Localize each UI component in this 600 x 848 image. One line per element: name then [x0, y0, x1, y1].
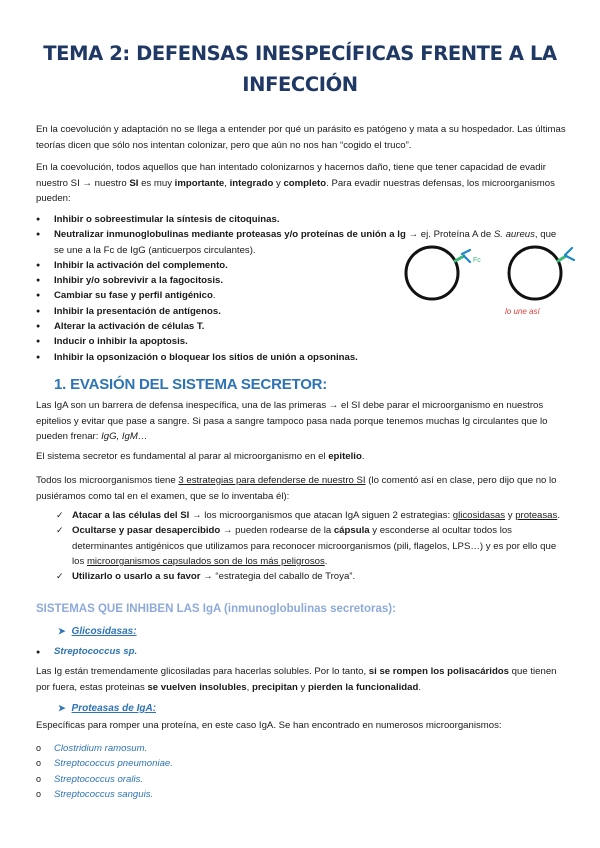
item-text: Inhibir la presentación de antígenos.: [54, 305, 221, 317]
organism-name: Clostridium ramosum.: [54, 743, 148, 754]
list-item: [36, 258, 414, 273]
item-text: .: [212, 290, 216, 302]
list-item: [36, 787, 173, 802]
item-text: Neutralizar inmunoglobulinas mediante proteasas y/o proteínas de unión a Ig: [54, 229, 406, 241]
figure-caption: lo une así: [505, 307, 540, 316]
text: los microorganismos que atacan IgA siguen 2 estrategias:: [201, 510, 453, 521]
subheading-proteasas: [58, 703, 156, 714]
text: y: [505, 510, 516, 521]
intro-paragraph-2: [36, 160, 566, 207]
bold-text: completo: [283, 177, 327, 189]
list-item: [36, 741, 173, 756]
text: .: [324, 555, 328, 567]
text: Las IgA son un barrera de defensa inespecífica, una de las primeras → el SI debe parar el microorganismo en nuestros epitelios y evitar que pase a sangre. Si pasa a sangre tampoco pasa nada porque tenemos muchas Ig circulantes que lo pueden frenar:: [36, 400, 548, 442]
protein-a-mark-right: [558, 256, 566, 261]
item-text: S. aureus: [493, 229, 535, 241]
section1-paragraph-2: [36, 449, 566, 465]
text: es muy: [138, 177, 175, 189]
bold-text: Ocultarse y pasar desapercibido →: [72, 525, 233, 537]
text: El sistema secretor es fundamental al parar al microorganismo en el: [36, 451, 329, 462]
section-heading-1: 1. EVASIÓN DEL SISTEMA SECRETOR:: [54, 376, 328, 393]
circle-bullet-icon: o: [36, 788, 42, 799]
list-item: [36, 756, 173, 771]
item-text: Inhibir y/o sobrevivir a la fagocitosis.: [54, 275, 224, 287]
strategies-checklist: [56, 508, 568, 584]
bold-text: si se rompen los polisacáridos: [368, 666, 510, 677]
list-item: [36, 319, 414, 334]
item-text: Inducir o inhibir la apoptosis.: [54, 336, 188, 348]
bullet-icon: ●: [36, 649, 41, 656]
fc-label: Fc: [473, 257, 481, 264]
underlined-text: 3 estrategias para defenderse de nuestro SI: [178, 475, 366, 486]
text: Todos los microorganismos tiene: [36, 475, 179, 486]
text: .: [557, 510, 560, 521]
antibody-mark-left: [462, 250, 470, 262]
bold-text: Utilizarlo o usarlo a su favor →: [72, 571, 213, 583]
antibody-mark-right: [565, 248, 574, 260]
bold-text: SI: [129, 177, 139, 189]
bold-text: importante: [174, 177, 225, 189]
check-icon: ✓: [56, 571, 64, 582]
bold-text: Atacar a las células del SI →: [72, 510, 202, 521]
bold-text: precipitan: [252, 681, 298, 693]
item-text: Inhibir la activación del complemento.: [54, 259, 228, 271]
section1-paragraph-1: [36, 398, 566, 445]
text: que tienen por fuera, estas proteinas: [36, 666, 557, 693]
italic-text: IgG, IgM…: [101, 431, 148, 442]
list-item: [36, 334, 414, 349]
intro-paragraph-1: En la coevolución y adaptación no se llega a entender por qué un parásito es patógeno y mata a su hospedador. Las últimas teorías dicen que sólo nos intentan colonizar, pero que aún no nos han “cogido el truco”.: [36, 124, 566, 151]
bacterium-circle-right: [509, 247, 561, 299]
text: (lo comentó así en clase, pero dijo que no lo pusiéramos como tal en el examen, que se lo inventaba él):: [36, 475, 557, 502]
organism-name: Streptococcus sp.: [54, 646, 138, 657]
organism-name: Streptococcus pneumoniae.: [54, 758, 173, 770]
item-text: Inhibir la opsonización o bloquear los sitios de unión a opsoninas.: [54, 351, 358, 363]
circle-bullet-icon: o: [36, 773, 42, 784]
circle-bullet-icon: o: [36, 758, 42, 769]
organism-name: Streptococcus oralis.: [54, 773, 144, 785]
organism-list: [36, 741, 173, 802]
list-item: [36, 772, 173, 787]
check-icon: ✓: [56, 525, 64, 536]
page-title: TEMA 2: DEFENSAS INESPECÍFICAS FRENTE A LA INFECCIÓN: [43, 42, 557, 96]
check-item: [56, 569, 568, 584]
bold-text: pierden la funcionalidad: [308, 681, 419, 693]
text: .: [361, 451, 365, 462]
text: y esconderse al ocultar todos los determinantes antigénicos que utilizamos para reconocer microorganismos (pili, flagelos, LPS…) y es por ello que los: [72, 525, 557, 567]
item-text: , que se une a la Fc de IgG (anticuerpos circulantes).: [54, 229, 557, 256]
protein-a-mark-left: [455, 256, 464, 261]
text: pueden rodearse de la: [232, 525, 334, 537]
item-text: Inhibir o sobreestimular la síntesis de citoquinas.: [54, 214, 280, 225]
text: “estrategia del caballo de Troya”.: [212, 571, 356, 583]
underlined-text: microorganismos capsulados son de los más peligrosos: [86, 555, 325, 567]
list-item: [36, 212, 566, 227]
section-heading-2: SISTEMAS QUE INHIBEN LAS IgA (inmunoglobulinas secretoras):: [36, 603, 396, 615]
check-item: [56, 508, 568, 523]
section1-paragraph-3: [36, 473, 566, 504]
text: y: [273, 177, 284, 189]
list-item: [36, 288, 414, 303]
section2-paragraph-2: Específicas para romper una proteína, en este caso IgA. Se han encontrado en numerosos microorganismos:: [36, 720, 502, 731]
bold-text: integrado: [229, 177, 274, 189]
item-text: → ej. Proteína A de: [405, 229, 494, 241]
subheading-text: Glicosidasas:: [71, 626, 137, 637]
item-text: Alterar la activación de células T.: [54, 321, 205, 333]
list-item: [36, 646, 137, 657]
subheading-glicosidasas: [58, 626, 137, 637]
arrow-bullet-icon: ➤: [58, 626, 66, 636]
text: y: [297, 681, 308, 693]
organism-name: Streptococcus sanguis.: [54, 788, 154, 800]
text: ,: [246, 681, 252, 693]
underlined-text: glicosidasas: [452, 510, 506, 521]
subheading-text: Proteasas de IgA:: [71, 703, 157, 714]
list-item: [36, 350, 566, 365]
bacterium-circle-left: [406, 247, 458, 299]
bold-text: se vuelven insolubles: [147, 681, 247, 693]
arrow-bullet-icon: ➤: [58, 703, 66, 713]
text: ,: [224, 177, 230, 189]
text: .: [418, 681, 422, 693]
bold-text: epitelio: [328, 451, 362, 462]
underlined-text: proteasas: [515, 510, 558, 521]
text: En la coevolución, todos aquellos que han intentado colonizarnos y hacernos daño, tiene que tener capacidad de evadir nuestro SI → nuestro: [36, 162, 546, 189]
list-item: [36, 304, 414, 319]
circle-bullet-icon: o: [36, 743, 42, 753]
item-text: Cambiar su fase y perfil antigénico: [54, 290, 213, 302]
check-item: [56, 523, 568, 569]
section2-paragraph-1: [36, 664, 566, 695]
check-icon: ✓: [56, 510, 64, 520]
text: Las Ig están tremendamente glicosiladas para hacerlas solubles. Por lo tanto,: [36, 666, 369, 677]
list-item: [36, 273, 414, 288]
bold-text: cápsula: [333, 525, 370, 537]
text: . Para evadir nuestras defensas, los microorganismos pueden:: [36, 177, 555, 204]
protein-a-sketch: [400, 240, 580, 325]
